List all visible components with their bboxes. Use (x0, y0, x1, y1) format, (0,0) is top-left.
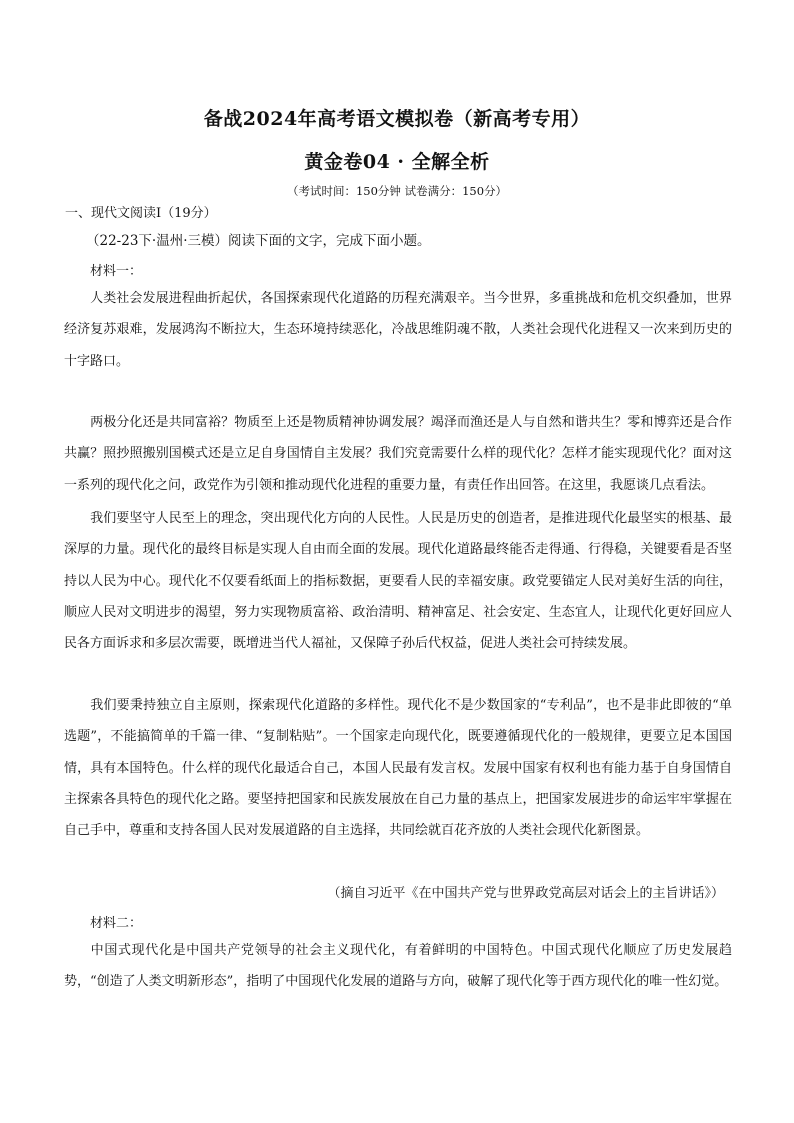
question-source: （22-23下·温州·三模）阅读下面的文字，完成下面小题。 (86, 233, 431, 249)
material-1-paragraph-2 (64, 407, 732, 501)
exam-info: （考试时间：150分钟 试卷满分：150分） (286, 184, 508, 198)
material-1-paragraph-1 (64, 283, 732, 377)
paragraph-text: 人类社会发展进程曲折起伏，各国探索现代化道路的历程充满艰辛。当今世界，多重挑战和危机交织叠加，世界经济复苏艰难，发展鸿沟不断拉大，生态环境持续恶化，冷战思维阴魂不散，人类社会现代化进程又一次来到历史的十字路口。 (64, 291, 732, 369)
citation: （摘自习近平《在中国共产党与世界政党高层对话会上的主旨讲话》） (327, 886, 724, 901)
section-heading: 一、现代文阅读Ⅰ（19分） (65, 206, 217, 221)
material-2-label: 材料二： (90, 916, 143, 931)
material-1-paragraph-4 (64, 690, 732, 846)
material-2-paragraph-1 (64, 935, 732, 998)
material-1-paragraph-3 (64, 503, 732, 659)
material-1-label: 材料一： (90, 264, 143, 279)
paragraph-text: 两极分化还是共同富裕？物质至上还是物质精神协调发展？竭泽而渔还是人与自然和谐共生？零和博弈还是合作共赢？照抄照搬别国模式还是立足自身国情自主发展？我们究竟需要什么样的现代化？怎样才能实现现代化？面对这一系列的现代化之问，政党作为引领和推动现代化进程的重要力量，有责任作出回答。在这里，我愿谈几点看法。 (64, 415, 732, 493)
page-subtitle: 黄金卷04 · 全解全析 (304, 151, 490, 173)
page-title: 备战2024年高考语文模拟卷（新高考专用） (203, 108, 591, 130)
paragraph-text: 我们要秉持独立自主原则，探索现代化道路的多样性。现代化不是少数国家的“专利品”，也不是非此即彼的“单选题”，不能搞简单的千篇一律、“复制粘贴”。一个国家走向现代化，既要遵循现代化的一般规律，更要立足本国国情，具有本国特色。什么样的现代化最适合自己，本国人民最有发言权。发展中国家有权利也有能力基于自身国情自主探索各具特色的现代化之路。要坚持把国家和民族发展放在自己力量的基点上，把国家发展进步的命运牢牢掌握在自己手中，尊重和支持各国人民对发展道路的自主选择，共同绘就百花齐放的人类社会现代化新图景。 (64, 698, 732, 839)
paragraph-text: 中国式现代化是中国共产党领导的社会主义现代化，有着鲜明的中国特色。中国式现代化顺应了历史发展趋势，“创造了人类文明新形态”，指明了中国现代化发展的道路与方向，破解了现代化等于西方现代化的唯一性幻觉。 (64, 943, 732, 990)
paragraph-text: 我们要坚守人民至上的理念，突出现代化方向的人民性。人民是历史的创造者，是推进现代化最坚实的根基、最深厚的力量。现代化的最终目标是实现人自由而全面的发展。现代化道路最终能否走得通、行得稳，关键要看是否坚持以人民为中心。现代化不仅要看纸面上的指标数据，更要看人民的幸福安康。政党要锚定人民对美好生活的向往，顺应人民对文明进步的渴望，努力实现物质富裕、政治清明、精神富足、社会安定、生态宜人，让现代化更好回应人民各方面诉求和多层次需要，既增进当代人福祉，又保障子孙后代权益，促进人类社会可持续发展。 (64, 511, 732, 652)
